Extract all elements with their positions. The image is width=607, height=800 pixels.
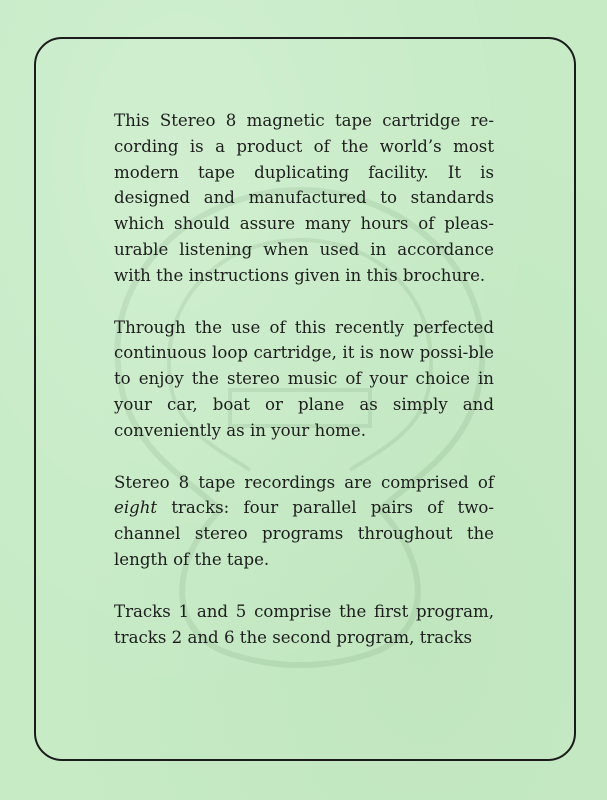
emphasized-word: eight	[114, 498, 158, 518]
paragraph-tracks-end: tracks: four parallel pairs of two-channel stereo programs throughout the length of the tape.	[114, 498, 494, 569]
paragraph-intro: This Stereo 8 magnetic tape cartridge re-cording is a product of the world’s most modern tape duplicating facility. It is designed and manufactured to standards which should assure many hours of pleas-urable listening when used in accordance with the instructions given in this brochure.	[114, 111, 494, 285]
paragraph-tracks	[114, 470, 494, 573]
brochure-text	[114, 108, 494, 650]
paragraph-cartridge: Through the use of this recently perfected continuous loop cartridge, it is now possi-ble to enjoy the stereo music of your choice in your car, boat or plane as simply and conveniently as in your home.	[114, 317, 494, 440]
paragraph-tracks-start: Stereo 8 tape recordings are comprised of	[114, 472, 494, 492]
paragraph-programs: Tracks 1 and 5 comprise the first program, tracks 2 and 6 the second program, tracks	[114, 601, 494, 647]
